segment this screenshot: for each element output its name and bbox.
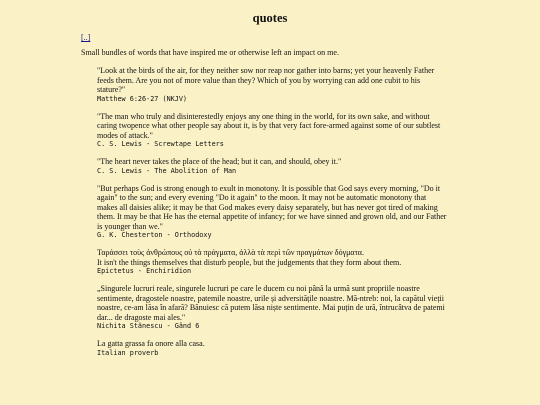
quote-source: Nichita Stănescu - Gând 6 — [97, 322, 200, 330]
quote-source: Italian proverb — [97, 348, 159, 357]
quote-item — [97, 157, 447, 176]
quote-source: C. S. Lewis - The Abolition of Man — [97, 166, 237, 175]
quote-text: "The man who truly and disinterestedly enjoys any one thing in the world, for its own sake, and without caring twopence what other people say about it, is by that very fact fore-armed against some of our subtlest modes of attack." — [97, 111, 441, 140]
quote-list — [97, 66, 447, 366]
quote-text: „Singurele lucruri reale, singurele lucruri pe care le ducem cu noi până la urmă sunt propriile noastre sentimente, dragostele noastre, patemile noastre, urile și adversitățile noastre. Mă-ntreb: noi, la capătul vieții noastre, ce-am lăsa în afară? Bănuiesc că putem lăsa niște sentimente. Mai puțin de ură, întrucâtva de patemi dar... de dragoste mai ales." — [97, 284, 445, 322]
quote-item — [97, 284, 447, 331]
quote-source: Matthew 6:26-27 (NKJV) — [97, 94, 188, 103]
quote-item — [97, 248, 447, 276]
quote-source: C. S. Lewis - Screwtape Letters — [97, 140, 224, 148]
quote-item — [97, 184, 447, 241]
quote-text: "Look at the birds of the air, for they neither sow nor reap nor gather into barns; yet your heavenly Father feeds them. Are you not of more value than they? Which of you by worrying can add one cubit to his stature?" — [97, 66, 435, 94]
intro-text: Small bundles of words that have inspired me or otherwise left an impact on me. — [81, 48, 339, 57]
quote-item — [97, 339, 447, 358]
page-title: quotes — [252, 11, 288, 25]
quote-text: "But perhaps God is strong enough to exult in monotony. It is possible that God says every morning, "Do it again" to the sun; and every evening "Do it again" to the moon. It may not be automatic monotony that makes all daisies alike; it may be that God makes every daisy separately, but has never got tired of making them. It may be that He has the eternal appetite of infancy; for we have sinned and grown old, and our Father is younger than we." — [97, 183, 447, 231]
back-link[interactable]: [..] — [81, 33, 91, 42]
quote-text: La gatta grassa fa onore alla casa. — [97, 339, 205, 348]
quote-source: Epictetus - Enchiridion — [97, 267, 192, 275]
quote-item — [97, 66, 447, 104]
quote-text: "The heart never takes the place of the head; but it can, and should, obey it." — [97, 157, 342, 166]
quote-source: G. K. Chesterton - Orthodoxy — [97, 231, 212, 239]
quote-item — [97, 112, 447, 150]
quote-text: Ταράσσει τοὺς ἀνθρώπους οὐ τὰ πράγματα, ἀλλὰ τὰ περὶ τῶν πραγμάτων δόγματα. It isn't the things themselves that disturb people, but the judgements that they form about them. — [97, 248, 402, 267]
